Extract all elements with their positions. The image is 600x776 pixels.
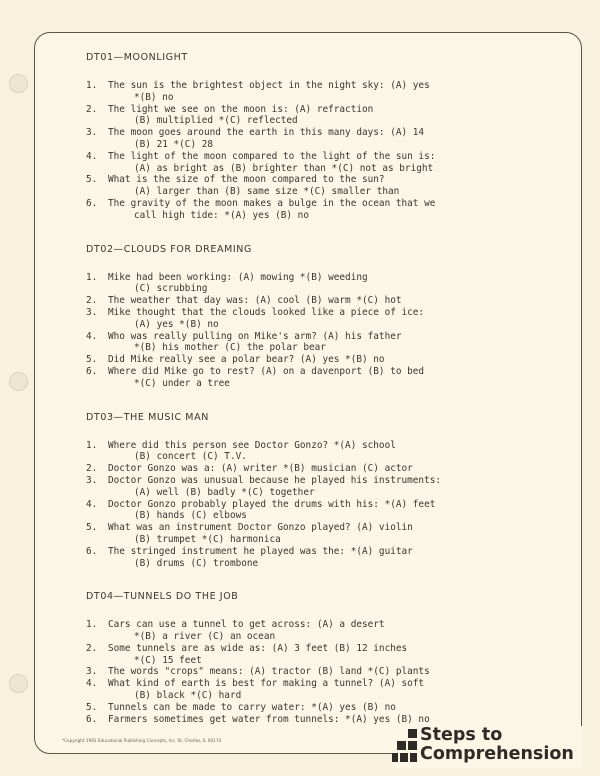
question-item	[86, 80, 556, 104]
question-text: Farmers sometimes get water from tunnels: *(A) yes (B) no	[108, 713, 430, 725]
question-text: The gravity of the moon makes a bulge in the ocean that we	[108, 197, 436, 209]
question-number: 2.	[86, 295, 98, 307]
question-number: 5.	[86, 701, 98, 713]
answer-choices: (B) hands (C) elbows	[134, 510, 247, 522]
question-item	[86, 666, 556, 678]
question-item	[86, 151, 556, 175]
answer-choices: (C) scrubbing	[134, 283, 208, 295]
answer-choices: (A) yes *(B) no	[134, 318, 219, 330]
question-number: 6.	[86, 365, 98, 377]
section-title: DT01—MOONLIGHT	[86, 52, 188, 63]
question-number: 6.	[86, 197, 98, 209]
answer-choices: (A) larger than (B) same size *(C) smaller than	[134, 186, 400, 198]
question-number: 1.	[86, 619, 98, 631]
question-text: What was an instrument Doctor Gonzo played? (A) violin	[108, 522, 413, 534]
binder-hole-middle	[9, 372, 28, 391]
answer-choices: (B) trumpet *(C) harmonica	[134, 533, 281, 545]
answer-choices: (B) multiplied *(C) reflected	[134, 115, 298, 127]
question-text: Cars can use a tunnel to get across: (A) a desert	[108, 619, 385, 631]
question-item	[86, 198, 556, 222]
question-number: 3.	[86, 474, 98, 486]
question-number: 2.	[86, 463, 98, 475]
question-item	[86, 714, 556, 726]
question-item	[86, 619, 556, 643]
question-item	[86, 127, 556, 151]
question-item	[86, 702, 556, 714]
section-dt04	[86, 591, 556, 725]
question-item	[86, 440, 556, 464]
answer-choices: call high tide: *(A) yes (B) no	[134, 209, 309, 221]
question-item	[86, 295, 556, 307]
section-title: DT02—CLOUDS FOR DREAMING	[86, 243, 252, 255]
answer-choices: (A) well (B) badly *(C) together	[134, 486, 315, 498]
question-item	[86, 546, 556, 570]
question-number: 4.	[86, 150, 98, 162]
question-item	[86, 475, 556, 499]
question-number: 3.	[86, 306, 98, 318]
answer-choices: *(B) a river (C) an ocean	[134, 631, 276, 643]
answer-choices: (A) as bright as (B) brighter than *(C) not as bright	[134, 162, 434, 174]
question-text: Mike had been working: (A) mowing *(B) weeding	[108, 271, 368, 283]
question-item	[86, 331, 556, 355]
question-text: What kind of earth is best for making a tunnel? (A) soft	[108, 678, 425, 690]
question-item	[86, 366, 556, 390]
question-text: Mike thought that the clouds looked like a piece of ice:	[108, 306, 425, 318]
answer-choices: (B) 21 *(C) 28	[134, 138, 214, 150]
question-number: 1.	[86, 439, 98, 451]
question-number: 5.	[86, 522, 98, 534]
question-number: 1.	[86, 271, 98, 283]
question-text: The sun is the brightest object in the night sky: (A) yes	[108, 80, 430, 91]
brand-line-2: Comprehension	[420, 744, 574, 764]
section-title: DT04—TUNNELS DO THE JOB	[86, 591, 239, 603]
section-dt01	[86, 52, 556, 222]
copyright-notice: *Copyright 1991 Educational Publishing Concepts, Inc. St. Charles, IL 60174	[62, 738, 222, 743]
question-text: What is the size of the moon compared to the sun?	[108, 174, 385, 186]
question-item	[86, 643, 556, 667]
section-title: DT03—THE MUSIC MAN	[86, 411, 209, 423]
question-number: 4.	[86, 330, 98, 342]
question-number: 4.	[86, 498, 98, 510]
answer-choices: *(B) no	[134, 91, 174, 103]
brand-logo	[392, 726, 582, 768]
question-text: Doctor Gonzo was unusual because he played his instruments:	[108, 474, 442, 486]
question-text: The weather that day was: (A) cool (B) warm *(C) hot	[108, 295, 402, 307]
question-item	[86, 104, 556, 128]
binder-hole-top	[9, 74, 28, 93]
question-number: 6.	[86, 545, 98, 557]
question-item	[86, 307, 556, 331]
question-number: 2.	[86, 642, 98, 654]
question-item	[86, 678, 556, 702]
question-number: 3.	[86, 127, 98, 139]
binder-hole-bottom	[9, 674, 28, 693]
question-text: The light of the moon compared to the light of the sun is:	[108, 150, 436, 162]
answer-choices: (B) black *(C) hard	[134, 690, 242, 702]
answer-choices: *(B) his mother (C) the polar bear	[134, 342, 326, 354]
question-text: The words "crops" means: (A) tractor (B) land *(C) plants	[108, 666, 430, 678]
question-number: 5.	[86, 174, 98, 186]
question-item	[86, 272, 556, 296]
question-item	[86, 174, 556, 198]
question-text: Who was really pulling on Mike's arm? (A) his father	[108, 330, 402, 342]
question-text: Doctor Gonzo probably played the drums with his: *(A) feet	[108, 498, 436, 510]
question-text: Where did this person see Doctor Gonzo? *(A) school	[108, 439, 396, 451]
question-item	[86, 522, 556, 546]
question-number: 4.	[86, 678, 98, 690]
question-text: Where did Mike go to rest? (A) on a davenport (B) to bed	[108, 365, 425, 377]
question-item	[86, 354, 556, 366]
question-number: 5.	[86, 354, 98, 366]
answer-choices: (B) concert (C) T.V.	[134, 451, 247, 463]
question-item	[86, 463, 556, 475]
answer-choices: *(C) 15 feet	[134, 654, 202, 666]
section-dt02	[86, 244, 556, 390]
section-dt03	[86, 412, 556, 570]
question-text: The light we see on the moon is: (A) refraction	[108, 103, 374, 115]
answer-key-content	[86, 52, 556, 747]
question-number: 1.	[86, 80, 98, 91]
question-text: Did Mike really see a polar bear? (A) yes *(B) no	[108, 354, 385, 366]
answer-choices: *(C) under a tree	[134, 377, 230, 389]
question-number: 3.	[86, 666, 98, 678]
question-text: The moon goes around the earth in this many days: (A) 14	[108, 127, 425, 139]
question-number: 6.	[86, 713, 98, 725]
brand-line-1: Steps to	[420, 725, 503, 745]
question-text: The stringed instrument he played was the: *(A) guitar	[108, 545, 413, 557]
question-text: Doctor Gonzo was a: (A) writer *(B) musician (C) actor	[108, 463, 413, 475]
question-item	[86, 499, 556, 523]
question-number: 2.	[86, 103, 98, 115]
question-text: Some tunnels are as wide as: (A) 3 feet (B) 12 inches	[108, 642, 408, 654]
answer-choices: (B) drums (C) trombone	[134, 557, 259, 569]
question-text: Tunnels can be made to carry water: *(A) yes (B) no	[108, 701, 396, 713]
steps-blocks-icon	[392, 729, 418, 763]
